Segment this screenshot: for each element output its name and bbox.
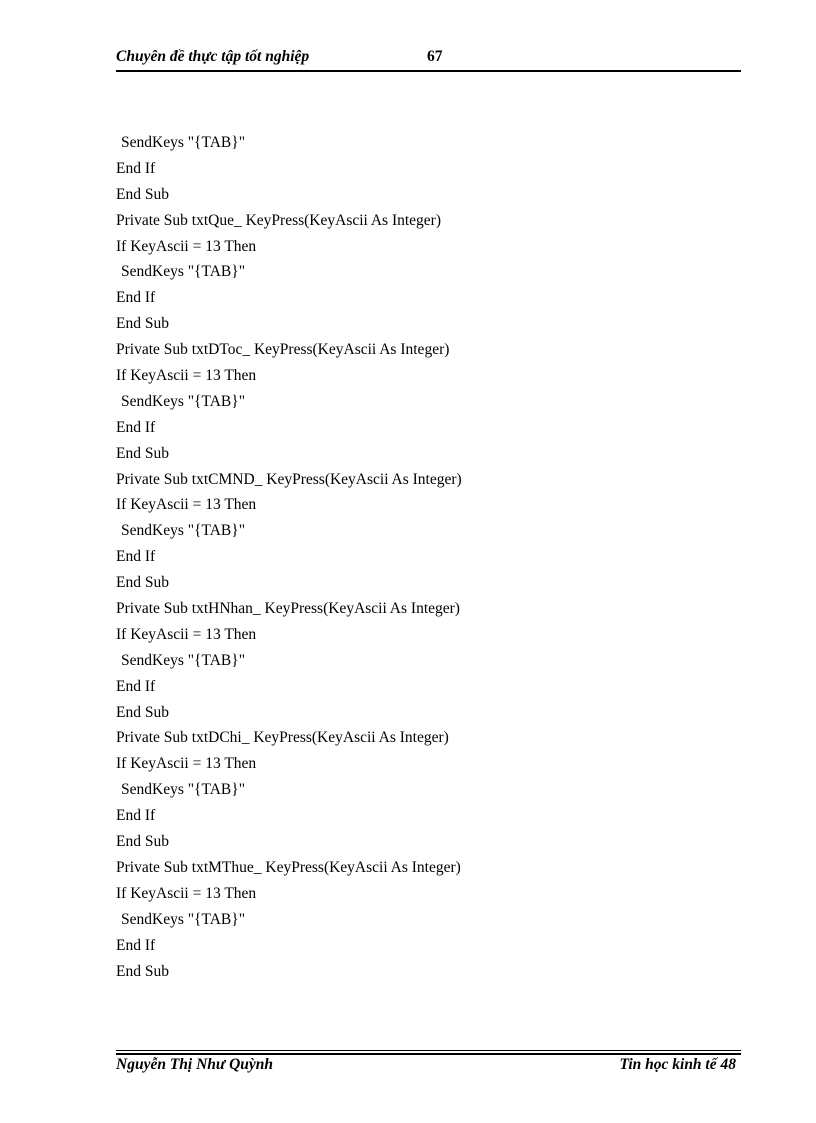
code-line: Private Sub txtCMND_ KeyPress(KeyAscii As Integer) [116,470,462,488]
footer-rule-thick [116,1053,741,1055]
code-line: If KeyAscii = 13 Then [116,625,257,643]
code-line: End If [116,936,156,954]
code-line: End Sub [116,315,169,333]
code-line: Private Sub txtHNhan_ KeyPress(KeyAscii As Integer) [116,600,460,618]
header-page-number: 67 [427,48,443,65]
code-line: End Sub [116,574,169,592]
code-line: End If [116,418,156,436]
code-line: SendKeys "{TAB}" [121,651,246,669]
code-line: End If [116,807,156,825]
code-line: Private Sub txtDChi_ KeyPress(KeyAscii As Integer) [116,729,449,747]
code-line: SendKeys "{TAB}" [121,392,246,410]
code-line: End If [116,548,156,566]
code-line: If KeyAscii = 13 Then [116,755,257,773]
code-line: If KeyAscii = 13 Then [116,496,257,514]
code-line: End Sub [116,703,169,721]
code-line: SendKeys "{TAB}" [121,910,246,928]
code-line: Private Sub txtQue_ KeyPress(KeyAscii As Integer) [116,211,442,229]
code-line: SendKeys "{TAB}" [121,522,246,540]
footer-author: Nguyễn Thị Như Quỳnh [116,1056,273,1073]
code-line: End If [116,677,156,695]
code-listing [116,130,736,984]
code-line: SendKeys "{TAB}" [121,134,246,151]
page-header [116,48,741,70]
header-rule [116,70,741,72]
header-title: Chuyên đề thực tập tốt nghiệp [116,48,310,65]
code-line: End Sub [116,444,169,462]
code-line: End Sub [116,185,169,203]
code-line: End If [116,289,156,307]
code-line: If KeyAscii = 13 Then [116,884,257,902]
code-line: Private Sub txtMThue_ KeyPress(KeyAscii As Integer) [116,858,461,876]
code-line: SendKeys "{TAB}" [121,263,246,281]
code-line: Private Sub txtDToc_ KeyPress(KeyAscii As Integer) [116,341,450,359]
code-line: If KeyAscii = 13 Then [116,237,257,255]
footer-rule [116,1050,741,1051]
code-line: SendKeys "{TAB}" [121,781,246,799]
code-line: End Sub [116,962,169,980]
code-line: End Sub [116,833,169,851]
footer-department: Tin học kinh tế 48 [619,1056,736,1073]
code-line: End If [116,159,156,177]
code-line: If KeyAscii = 13 Then [116,367,257,385]
